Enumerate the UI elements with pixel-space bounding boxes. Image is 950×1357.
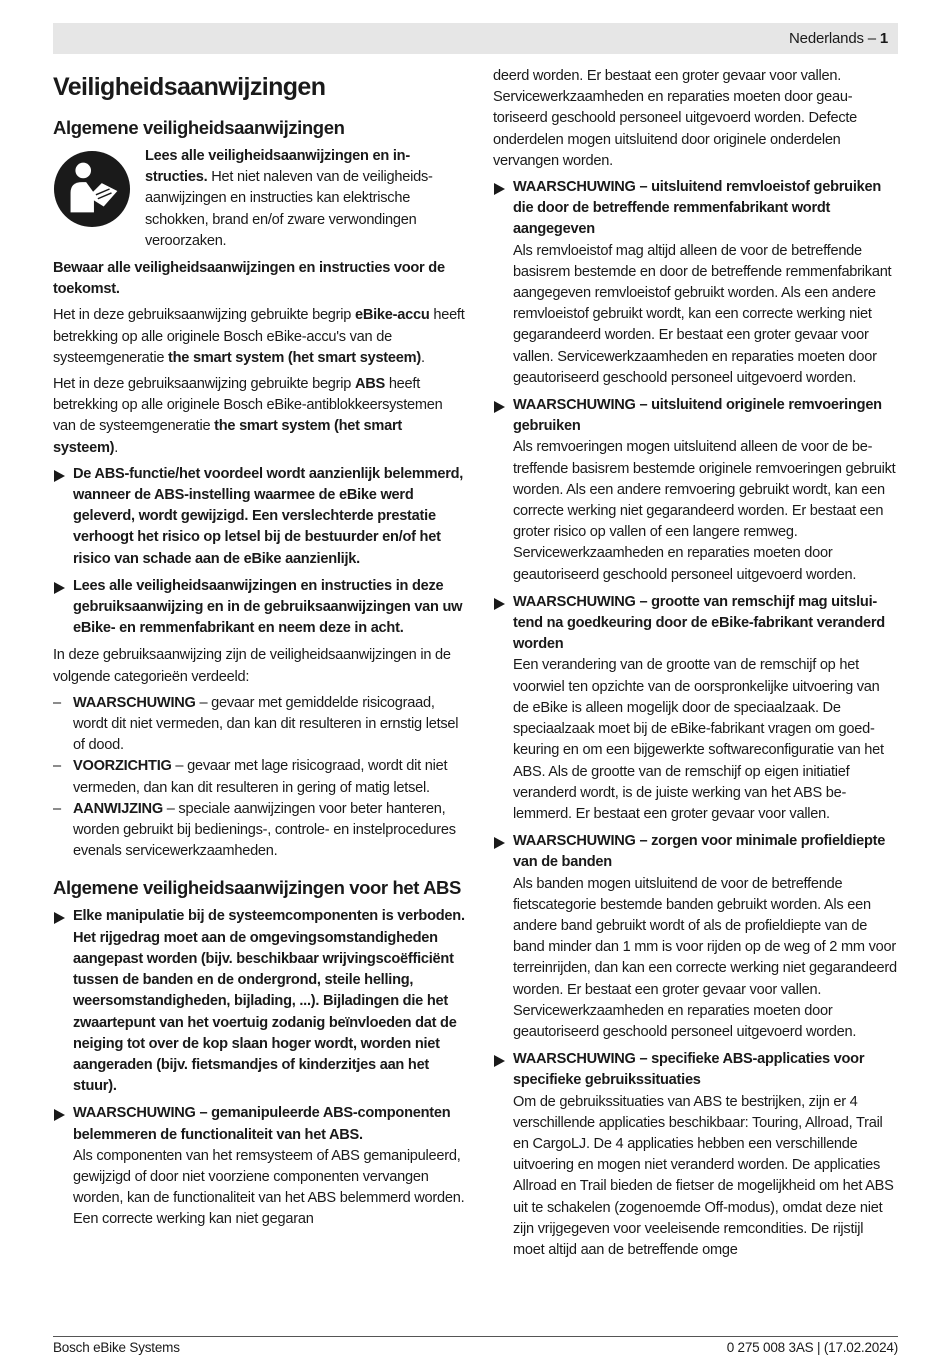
section-title-abs: Algemene veiligheidsaanwijzingen voor het ABS: [53, 877, 461, 899]
category-item: – WAARSCHUWING – gevaar met gemiddelde risicograad, wordt dit niet vermeden, dan kan dit resulteren in ernstig letsel of dood.: [53, 694, 459, 754]
intro-text: Het niet naleven van de veiligheidsaanwijzingen en instructies kan elektrische schokken, brand en/of zware verwondingen veroorzaken.: [145, 169, 433, 249]
footer-divider: [53, 1336, 898, 1337]
warning-tyre-depth: WAARSCHUWING – zorgen voor minimale profieldiepte van de banden Als banden mogen uitsluitend de voor de betreffende fietscategorie bestemde banden gebruikt worden. Als een andere band gebruikt wordt of als de profieldiepte van de band minder dan 1 mm is voor rijden op de weg of 2 mm voor terreinrijden, dan kan een correcte werking niet gegarandeerd worden. Er bestaat een groter gevaar voor vallen. Servicewerkzaamheden en reparaties moeten door geautoriseerd geschoold personeel uitgevoerd worden.: [493, 831, 898, 1043]
intro-bold: Lees alle veiligheidsaanwijzingen en instructies.: [145, 148, 411, 186]
section-title-general: Algemene veiligheidsaanwijzingen: [53, 117, 345, 138]
bullet-arrow-icon: [494, 401, 505, 413]
bullet-arrow-icon: [54, 912, 65, 924]
header-language: Nederlands –: [789, 30, 876, 47]
categories-list: [53, 693, 465, 863]
abs-paragraph: Het in deze gebruiksaanwijzing gebruikte begrip ABS heeft betrekking op alle originele Bosch eBike-antiblokkeersystemen van de systeemgeneratie the smart system (het smart systeem).: [53, 376, 443, 456]
bullet-abs-function: De ABS-functie/het voordeel wordt aanzienlijk belemmerd, wanneer de ABS-instelling waarmee de eBike werd geleverd, wordt gewijzigd. Een verslechterde prestatie verhoogt het risico op letsel bij de bestuurder en/of het risico van schade aan de eBike aanzienlijk.: [53, 464, 465, 570]
bullet-arrow-icon: [54, 582, 65, 594]
keep-instructions: Bewaar alle veiligheidsaanwijzingen en instructies voor de toekomst.: [53, 260, 445, 298]
bullet-read-all: Lees alle veiligheidsaanwijzingen en instructies in deze gebruiksaanwijzing en in de gebruiksaanwijzingen van uw eBike- en remmenfabrikant en neem deze in acht.: [53, 576, 465, 640]
categories-intro: In deze gebruiksaanwijzing zijn de veiligheidsaanwijzingen in de volgende categorieën verdeeld:: [53, 647, 451, 685]
bullet-manipulation: Elke manipulatie bij de systeemcomponenten is verboden. Het rijgedrag moet aan de omgevingsomstandigheden aangepast worden (bijv. beschikbaar wrijvingscoëfficiënt tussen de banden en de ondergrond, steile helling, weersomstandigheden, bijlading, ...). Bijladingen die het zwaartepunt van het voertuig zodanig beïnvloeden dat de neiging tot over de kop slaan hoger wordt, worden niet aangeraden (bijv. fietsmandjes of kinderzitjes aan het stuur).: [53, 906, 465, 1097]
footer-company: Bosch eBike Systems: [53, 1340, 180, 1355]
read-manual-icon: [53, 150, 131, 228]
accu-paragraph: Het in deze gebruiksaanwijzing gebruikte begrip eBike-accu heeft betrekking op alle originele Bosch eBike-accu's van de systeemgeneratie the smart system (het smart systeem).: [53, 307, 465, 366]
page-number: 1: [879, 30, 888, 47]
bullet-arrow-icon: [494, 837, 505, 849]
left-column: [53, 66, 465, 1237]
header-text: [789, 30, 888, 47]
page-title: Veiligheidsaanwijzingen: [53, 73, 326, 101]
continuation-text: deerd worden. Er bestaat een groter gevaar voor vallen. Servicewerkzaamheden en reparaties moeten door geautoriseerd geschoold personeel uitgevoerd worden. Defecte onderdelen mogen uitsluitend door originele onderdelen vervangen worden.: [493, 68, 858, 169]
warning-brake-fluid: WAARSCHUWING – uitsluitend remvloeistof gebruiken die door de betreffende remmenfabrikant wordt aangegeven Als remvloeistof mag altijd alleen de voor de betreffende basisrem bestemde en door de betreffende remmenfabrikant aangegeven remvloeistof gebruikt worden. Als een andere remvloeistof gebruikt wordt, kan een correcte werking niet gegarandeerd worden. Er bestaat een groter gevaar voor vallen. Servicewerkzaamheden en reparaties moeten door geautoriseerd geschoold personeel uitgevoerd worden.: [493, 177, 898, 389]
bullet-manipulated-components: WAARSCHUWING – gemanipuleerde ABS-componenten belemmeren de functionaliteit van het ABS. Als componenten van het remsysteem of ABS gemanipuleerd, gewijzigd of door niet voorziene componenten vervangen worden, kan de functionaliteit van het ABS belemmerd worden. Een correcte werking kan niet gegaran: [53, 1103, 465, 1230]
category-item: – VOORZICHTIG – gevaar met lage risicograad, wordt dit niet vermeden, dan kan dit resulteren in gering of matig letsel.: [53, 758, 448, 796]
footer-doc-id: 0 275 008 3AS | (17.02.2024): [726, 1340, 898, 1355]
intro-block: [53, 146, 465, 256]
bullet-arrow-icon: [494, 183, 505, 195]
bullet-arrow-icon: [494, 598, 505, 610]
warning-brake-disc-size: WAARSCHUWING – grootte van remschijf mag uitsluitend na goedkeuring door de eBike-fabrikant veranderd worden Een verandering van de grootte van de remschijf op het voorwiel ten opzichte van de oorspronkelijke uitvoering van de eBike is alleen mogelijk door de speciaalzaak. De speciaalzaak moet bij de eBike-fabrikant vragen om goedkeuring en om een bijgewerkte softwareconfiguratie van het ABS. Als de grootte van de remschijf op eigen initiatief veranderd wordt, is de juiste werking van het ABS belemmerd. Er bestaat een groter gevaar voor vallen.: [493, 592, 898, 825]
right-column: [493, 66, 898, 1267]
bullet-arrow-icon: [494, 1055, 505, 1067]
warning-brake-pads: WAARSCHUWING – uitsluitend originele remvoeringen gebruiken Als remvoeringen mogen uitsluitend alleen de voor de betreffende basisrem bestemde originele remvoeringen gebruikt worden. Als een andere remvoering gebruikt wordt, kan een correcte werking niet gegarandeerd worden. Er bestaat een groter risico op vallen of een langere remweg. Servicewerkzaamheden en reparaties moeten door geautoriseerd geschoold personeel uitgevoerd worden.: [493, 395, 898, 586]
category-item: – AANWIJZING – speciale aanwijzingen voor beter hanteren, worden gebruikt bij bedienings-, controle- en instelprocedures evenals servicewerkzaamheden.: [53, 800, 456, 860]
warning-abs-applications: WAARSCHUWING – specifieke ABS-applicaties voor specifieke gebruikssituaties Om de gebruikssituaties van ABS te bestrijken, zijn er 4 verschillende applicaties beschikbaar: Touring, Allroad, Trail en CargoLJ. De 4 applicaties hebben een verschillende uitvoering en mogen niet veranderd worden. De applicaties Allroad en Trail bieden de fietser de mogelijkheid om het ABS uit te schakelen (zogenoemde Off-modus), omdat deze niet zijn vrijgegeven voor veeleisende remcondities. De rijstijl moet altijd aan de betreffende omge: [493, 1049, 898, 1261]
page-header: [53, 23, 898, 54]
bullet-arrow-icon: [54, 1109, 65, 1121]
bullet-arrow-icon: [54, 470, 65, 482]
